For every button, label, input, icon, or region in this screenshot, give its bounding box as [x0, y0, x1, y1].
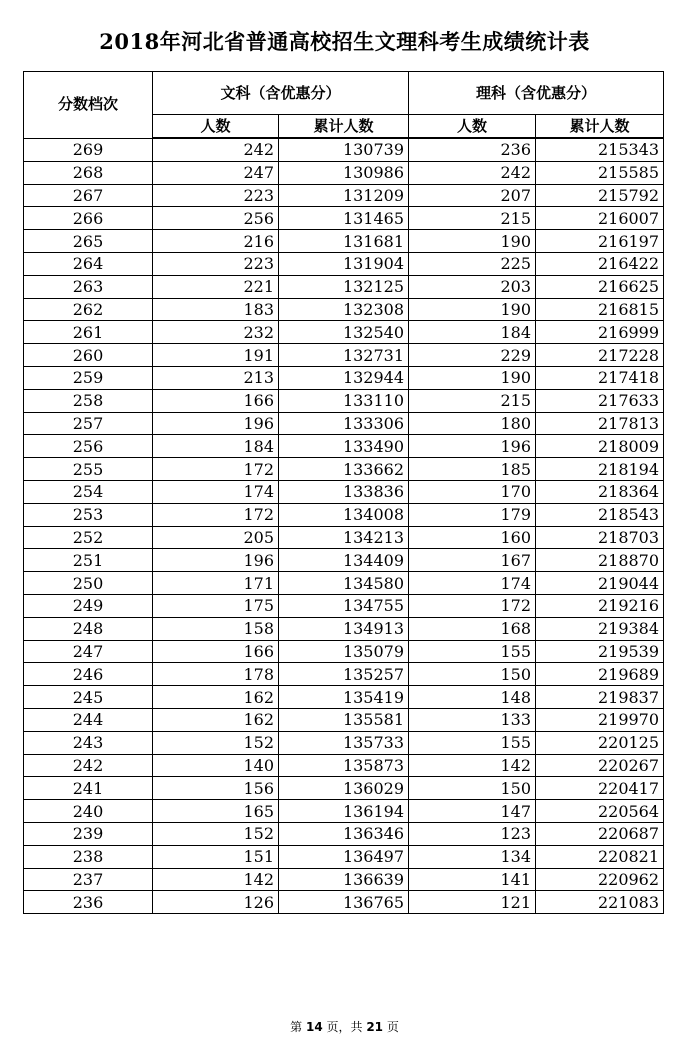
cell-like-count: 141: [409, 868, 536, 891]
cell-wenke-cumulative: 135079: [279, 640, 409, 663]
table-row: [24, 275, 664, 298]
table-row: [24, 298, 664, 321]
cell-wenke-cumulative: 136639: [279, 868, 409, 891]
table-row: [24, 412, 664, 435]
header-like-cumulative: 累计人数: [536, 115, 664, 139]
cell-wenke-count: 162: [153, 686, 279, 709]
cell-like-cumulative: 219837: [536, 686, 664, 709]
cell-wenke-count: 178: [153, 663, 279, 686]
cell-wenke-count: 162: [153, 708, 279, 731]
cell-wenke-cumulative: 132125: [279, 275, 409, 298]
cell-like-cumulative: 221083: [536, 891, 664, 914]
cell-wenke-cumulative: 134008: [279, 503, 409, 526]
table-row: [24, 731, 664, 754]
cell-wenke-cumulative: 130986: [279, 161, 409, 184]
cell-like-cumulative: 216197: [536, 230, 664, 253]
header-wenke: 文科（含优惠分）: [153, 72, 409, 115]
cell-wenke-count: 216: [153, 230, 279, 253]
cell-like-cumulative: 217633: [536, 389, 664, 412]
cell-score: 236: [24, 891, 153, 914]
cell-score: 243: [24, 731, 153, 754]
cell-score: 248: [24, 617, 153, 640]
cell-score: 257: [24, 412, 153, 435]
cell-score: 246: [24, 663, 153, 686]
cell-like-count: 167: [409, 549, 536, 572]
cell-wenke-cumulative: 134213: [279, 526, 409, 549]
table-row: [24, 640, 664, 663]
cell-like-count: 174: [409, 572, 536, 595]
cell-like-count: 196: [409, 435, 536, 458]
table-row: [24, 344, 664, 367]
table-row: [24, 503, 664, 526]
cell-like-cumulative: 218364: [536, 480, 664, 503]
header-wenke-count: 人数: [153, 115, 279, 139]
cell-score: 245: [24, 686, 153, 709]
cell-wenke-cumulative: 131904: [279, 252, 409, 275]
cell-like-count: 190: [409, 366, 536, 389]
cell-score: 244: [24, 708, 153, 731]
cell-like-cumulative: 216625: [536, 275, 664, 298]
cell-like-cumulative: 220125: [536, 731, 664, 754]
cell-score: 262: [24, 298, 153, 321]
header-like-count: 人数: [409, 115, 536, 139]
cell-wenke-count: 152: [153, 822, 279, 845]
cell-wenke-cumulative: 133662: [279, 458, 409, 481]
cell-like-cumulative: 220821: [536, 845, 664, 868]
cell-score: 265: [24, 230, 153, 253]
cell-wenke-count: 223: [153, 252, 279, 275]
cell-wenke-cumulative: 133110: [279, 389, 409, 412]
cell-score: 241: [24, 777, 153, 800]
table-row: [24, 663, 664, 686]
cell-wenke-count: 196: [153, 412, 279, 435]
cell-score: 242: [24, 754, 153, 777]
cell-like-count: 123: [409, 822, 536, 845]
table-row: [24, 366, 664, 389]
cell-wenke-cumulative: 131209: [279, 184, 409, 207]
table-row: [24, 458, 664, 481]
cell-wenke-count: 171: [153, 572, 279, 595]
cell-wenke-count: 158: [153, 617, 279, 640]
cell-wenke-count: 191: [153, 344, 279, 367]
cell-score: 255: [24, 458, 153, 481]
cell-like-cumulative: 216422: [536, 252, 664, 275]
score-statistics-table: [23, 71, 664, 914]
cell-like-cumulative: 217813: [536, 412, 664, 435]
footer-total-pages: 21: [366, 1020, 384, 1034]
cell-wenke-count: 256: [153, 207, 279, 230]
cell-like-cumulative: 216007: [536, 207, 664, 230]
cell-wenke-cumulative: 132308: [279, 298, 409, 321]
cell-like-count: 155: [409, 640, 536, 663]
cell-like-count: 168: [409, 617, 536, 640]
cell-like-count: 134: [409, 845, 536, 868]
cell-like-cumulative: 215585: [536, 161, 664, 184]
cell-wenke-cumulative: 132731: [279, 344, 409, 367]
table-row: [24, 617, 664, 640]
cell-like-cumulative: 218009: [536, 435, 664, 458]
table-row: [24, 708, 664, 731]
table-row: [24, 230, 664, 253]
cell-score: 252: [24, 526, 153, 549]
cell-wenke-cumulative: 130739: [279, 138, 409, 161]
table-row: [24, 480, 664, 503]
cell-score: 237: [24, 868, 153, 891]
table-row: [24, 686, 664, 709]
cell-like-count: 190: [409, 230, 536, 253]
table-row: [24, 435, 664, 458]
cell-score: 264: [24, 252, 153, 275]
cell-like-count: 155: [409, 731, 536, 754]
table-body: [24, 138, 664, 914]
cell-wenke-cumulative: 134913: [279, 617, 409, 640]
cell-like-count: 236: [409, 138, 536, 161]
cell-wenke-count: 221: [153, 275, 279, 298]
cell-like-cumulative: 215343: [536, 138, 664, 161]
cell-like-cumulative: 219044: [536, 572, 664, 595]
cell-wenke-cumulative: 134409: [279, 549, 409, 572]
cell-wenke-count: 242: [153, 138, 279, 161]
cell-wenke-cumulative: 136346: [279, 822, 409, 845]
cell-like-count: 215: [409, 207, 536, 230]
cell-score: 250: [24, 572, 153, 595]
cell-wenke-count: 172: [153, 458, 279, 481]
table-row: [24, 321, 664, 344]
cell-like-count: 179: [409, 503, 536, 526]
cell-like-count: 170: [409, 480, 536, 503]
cell-like-count: 242: [409, 161, 536, 184]
cell-wenke-count: 196: [153, 549, 279, 572]
cell-score: 266: [24, 207, 153, 230]
cell-like-cumulative: 219216: [536, 594, 664, 617]
table-row: [24, 572, 664, 595]
cell-like-cumulative: 215792: [536, 184, 664, 207]
table-row: [24, 138, 664, 161]
cell-wenke-cumulative: 136194: [279, 800, 409, 823]
table-row: [24, 549, 664, 572]
cell-like-cumulative: 217418: [536, 366, 664, 389]
cell-like-cumulative: 220267: [536, 754, 664, 777]
cell-wenke-count: 183: [153, 298, 279, 321]
cell-score: 261: [24, 321, 153, 344]
cell-score: 260: [24, 344, 153, 367]
cell-like-count: 150: [409, 663, 536, 686]
cell-wenke-cumulative: 136765: [279, 891, 409, 914]
cell-like-count: 185: [409, 458, 536, 481]
table-row: [24, 822, 664, 845]
cell-like-cumulative: 217228: [536, 344, 664, 367]
cell-like-cumulative: 220962: [536, 868, 664, 891]
cell-wenke-count: 126: [153, 891, 279, 914]
footer-prefix: 第: [290, 1020, 306, 1034]
table-row: [24, 252, 664, 275]
cell-wenke-count: 142: [153, 868, 279, 891]
cell-like-count: 148: [409, 686, 536, 709]
cell-like-cumulative: 219539: [536, 640, 664, 663]
cell-like-count: 229: [409, 344, 536, 367]
cell-wenke-count: 151: [153, 845, 279, 868]
cell-like-count: 172: [409, 594, 536, 617]
cell-like-cumulative: 216999: [536, 321, 664, 344]
cell-score: 268: [24, 161, 153, 184]
page-footer: [0, 1018, 689, 1035]
cell-score: 269: [24, 138, 153, 161]
cell-wenke-count: 166: [153, 389, 279, 412]
cell-wenke-cumulative: 132944: [279, 366, 409, 389]
cell-wenke-cumulative: 135733: [279, 731, 409, 754]
cell-wenke-cumulative: 132540: [279, 321, 409, 344]
cell-like-count: 150: [409, 777, 536, 800]
cell-wenke-cumulative: 133836: [279, 480, 409, 503]
cell-like-cumulative: 220417: [536, 777, 664, 800]
header-score: 分数档次: [24, 72, 153, 139]
cell-like-cumulative: 218870: [536, 549, 664, 572]
cell-wenke-cumulative: 131465: [279, 207, 409, 230]
cell-like-count: 142: [409, 754, 536, 777]
cell-score: 239: [24, 822, 153, 845]
cell-like-cumulative: 218703: [536, 526, 664, 549]
cell-score: 240: [24, 800, 153, 823]
table-row: [24, 207, 664, 230]
cell-like-count: 190: [409, 298, 536, 321]
cell-wenke-cumulative: 135257: [279, 663, 409, 686]
cell-wenke-count: 205: [153, 526, 279, 549]
cell-like-cumulative: 216815: [536, 298, 664, 321]
cell-like-count: 225: [409, 252, 536, 275]
table-row: [24, 754, 664, 777]
cell-wenke-count: 247: [153, 161, 279, 184]
table-row: [24, 845, 664, 868]
cell-wenke-count: 174: [153, 480, 279, 503]
cell-wenke-cumulative: 133490: [279, 435, 409, 458]
cell-like-count: 203: [409, 275, 536, 298]
footer-mid: 页，共: [322, 1020, 367, 1034]
header-wenke-cumulative: 累计人数: [279, 115, 409, 139]
cell-wenke-count: 152: [153, 731, 279, 754]
cell-wenke-count: 166: [153, 640, 279, 663]
cell-wenke-cumulative: 134580: [279, 572, 409, 595]
cell-like-cumulative: 219689: [536, 663, 664, 686]
cell-score: 256: [24, 435, 153, 458]
cell-wenke-cumulative: 135419: [279, 686, 409, 709]
cell-like-cumulative: 220564: [536, 800, 664, 823]
cell-wenke-count: 213: [153, 366, 279, 389]
cell-score: 258: [24, 389, 153, 412]
cell-like-count: 147: [409, 800, 536, 823]
cell-wenke-cumulative: 135873: [279, 754, 409, 777]
cell-score: 253: [24, 503, 153, 526]
table-row: [24, 777, 664, 800]
cell-wenke-cumulative: 135581: [279, 708, 409, 731]
cell-like-count: 121: [409, 891, 536, 914]
cell-like-cumulative: 220687: [536, 822, 664, 845]
page-title: 2018年河北省普通高校招生文理科考生成绩统计表: [99, 29, 590, 54]
cell-score: 263: [24, 275, 153, 298]
cell-wenke-count: 165: [153, 800, 279, 823]
cell-score: 247: [24, 640, 153, 663]
table-row: [24, 184, 664, 207]
cell-like-cumulative: 218543: [536, 503, 664, 526]
cell-like-count: 184: [409, 321, 536, 344]
cell-wenke-count: 184: [153, 435, 279, 458]
table-row: [24, 868, 664, 891]
cell-wenke-cumulative: 136029: [279, 777, 409, 800]
cell-wenke-count: 172: [153, 503, 279, 526]
table-row: [24, 389, 664, 412]
cell-wenke-count: 156: [153, 777, 279, 800]
table-row: [24, 594, 664, 617]
cell-wenke-cumulative: 131681: [279, 230, 409, 253]
cell-wenke-cumulative: 134755: [279, 594, 409, 617]
cell-wenke-cumulative: 136497: [279, 845, 409, 868]
cell-like-count: 215: [409, 389, 536, 412]
cell-like-count: 133: [409, 708, 536, 731]
cell-wenke-count: 140: [153, 754, 279, 777]
table-row: [24, 526, 664, 549]
cell-like-cumulative: 218194: [536, 458, 664, 481]
cell-score: 238: [24, 845, 153, 868]
footer-page-number: 14: [305, 1020, 323, 1034]
table-row: [24, 891, 664, 914]
table-row: [24, 800, 664, 823]
cell-score: 251: [24, 549, 153, 572]
cell-wenke-cumulative: 133306: [279, 412, 409, 435]
cell-score: 267: [24, 184, 153, 207]
cell-score: 259: [24, 366, 153, 389]
cell-score: 254: [24, 480, 153, 503]
cell-like-count: 180: [409, 412, 536, 435]
cell-like-count: 160: [409, 526, 536, 549]
cell-wenke-count: 175: [153, 594, 279, 617]
footer-suffix: 页: [383, 1020, 399, 1034]
cell-wenke-count: 223: [153, 184, 279, 207]
cell-wenke-count: 232: [153, 321, 279, 344]
header-like: 理科（含优惠分）: [409, 72, 664, 115]
table-row: [24, 161, 664, 184]
cell-score: 249: [24, 594, 153, 617]
cell-like-count: 207: [409, 184, 536, 207]
cell-like-cumulative: 219384: [536, 617, 664, 640]
cell-like-cumulative: 219970: [536, 708, 664, 731]
